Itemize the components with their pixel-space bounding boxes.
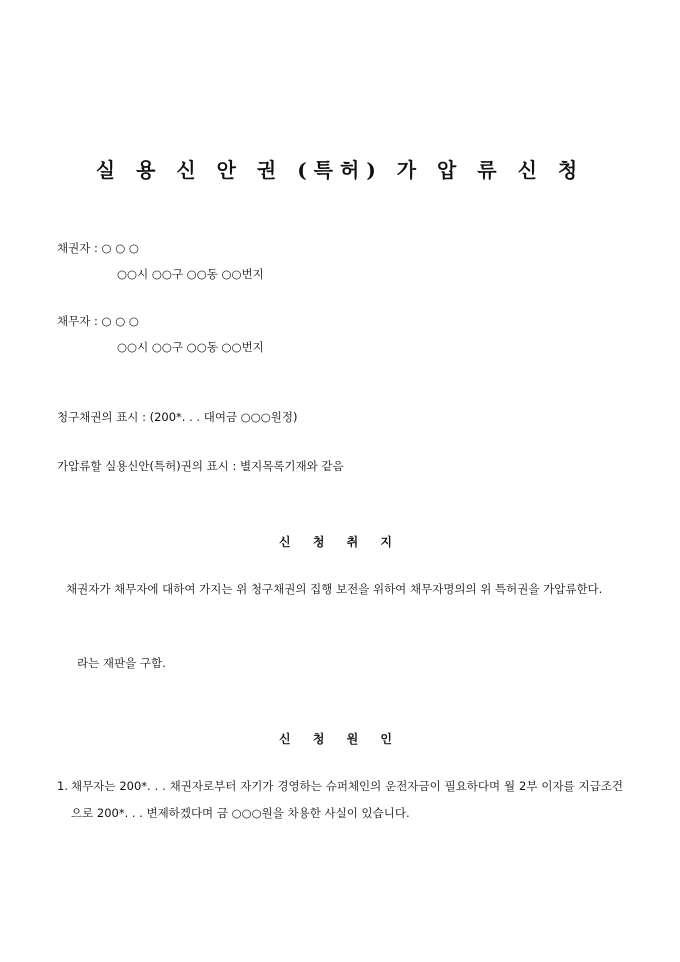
purpose-heading: 신 청 취 지 bbox=[279, 535, 401, 549]
cause-item-number: 1. bbox=[57, 779, 68, 793]
cause-heading: 신 청 원 인 bbox=[279, 732, 401, 746]
claim-display: 청구채권의 표시 : (200*. . . 대여금 ○○○원정) bbox=[57, 410, 298, 424]
creditor-address: ○○시 ○○구 ○○동 ○○번지 bbox=[117, 267, 264, 281]
creditor-label: 채권자 : ○ ○ ○ bbox=[57, 241, 139, 255]
purpose-closing: 라는 재판을 구함. bbox=[77, 656, 166, 670]
purpose-text: 채권자가 채무자에 대하여 가지는 위 청구채권의 집행 보전을 위하여 채무자명의의 위 특허권을 가압류한다. bbox=[66, 582, 603, 596]
seizure-display: 가압류할 실용신안(특허)권의 표시 : 별지목록기재와 같음 bbox=[57, 459, 344, 473]
debtor-label: 채무자 : ○ ○ ○ bbox=[57, 314, 139, 328]
debtor-address: ○○시 ○○구 ○○동 ○○번지 bbox=[117, 340, 264, 354]
cause-item bbox=[57, 773, 623, 827]
document-title: 실 용 신 안 권 (특허) 가 압 류 신 청 bbox=[95, 158, 585, 182]
cause-item-text: 채무자는 200*. . . 채권자로부터 자기가 경영하는 슈퍼체인의 운전자금이 필요하다며 월 2부 이자를 지급조건으로 200*. . . 변제하겠다며 금 ○○○원을 차용한 사실이 있습니다. bbox=[71, 779, 623, 820]
